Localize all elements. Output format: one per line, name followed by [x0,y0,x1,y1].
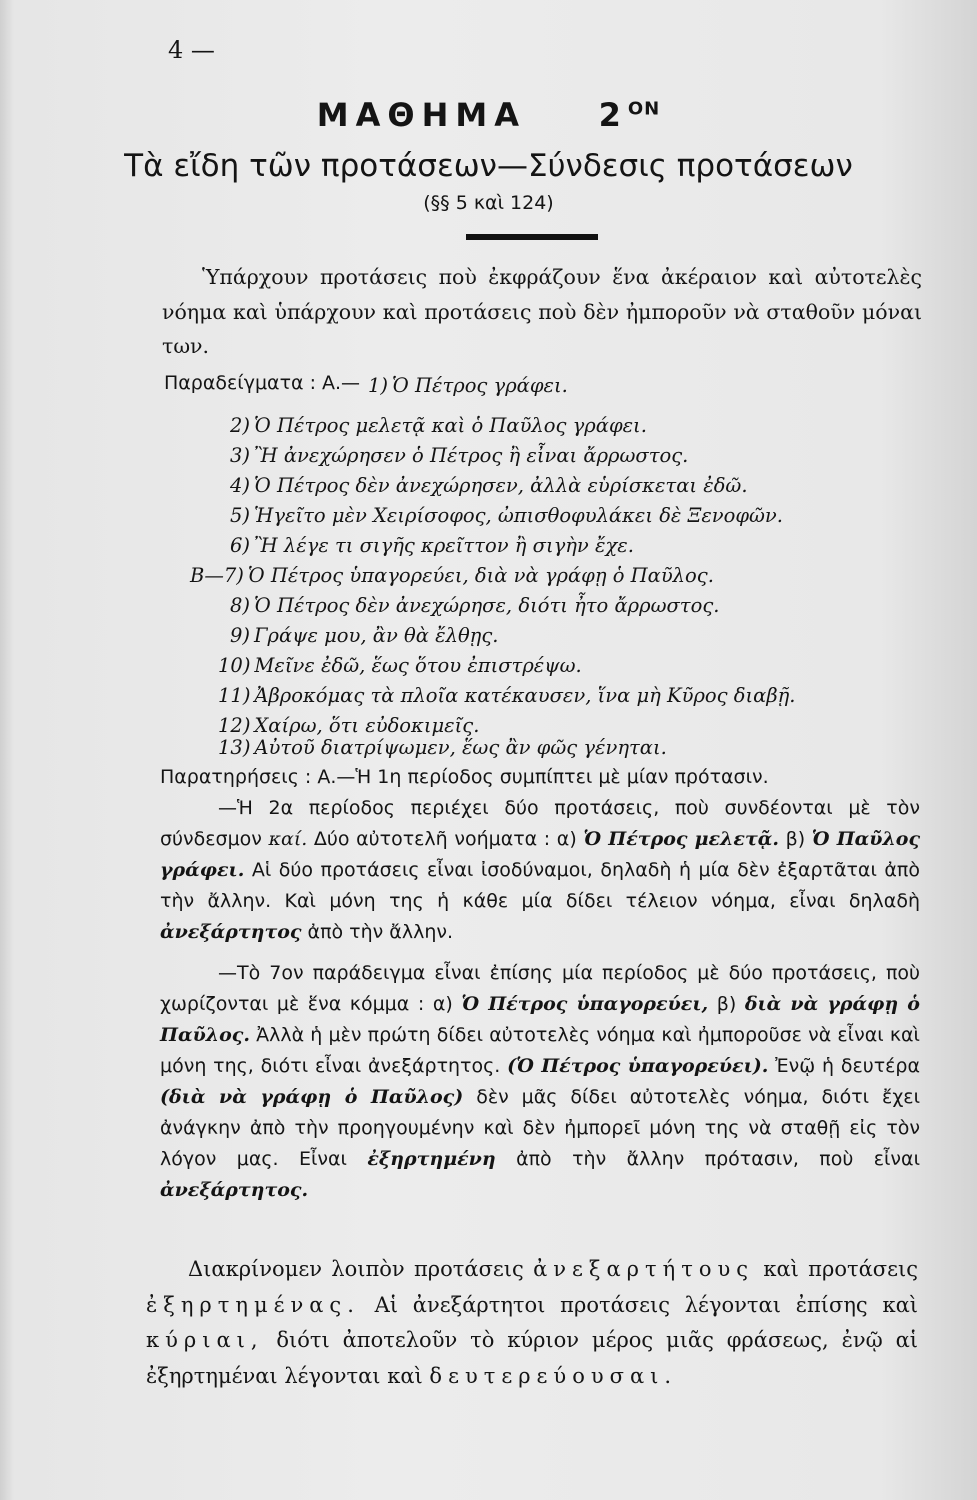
page-number: 4 — [168,36,215,64]
conclusion-text: Διακρίνομεν λοιπὸν προτάσεις [188,1257,534,1281]
example-item [230,504,783,527]
example-number: 8) [230,594,251,617]
notes-text: —Τὸ 7ον παράδειγμα εἶναι ἐπίσης μία περίοδος μὲ δύο προτάσεις, ποὺ χωρίζονται μὲ ἕνα κόμμα : α) [160,962,920,1015]
examples-label-text: Παραδείγματα : Α.— [164,372,361,394]
example-number: 4) [230,474,251,497]
example-text: Ἡγεῖτο μὲν Χειρίσοφος, ὠπισθοφυλάκει δὲ Ξενοφῶν. [254,504,783,527]
lesson-ordinal-suffix: ΟΝ [627,98,661,120]
notes-emphasis: Ὁ Παῦλος γράφει. [160,828,921,881]
example-number: 2) [230,414,251,437]
example-number: 12) [218,714,251,737]
example-text: Ὁ Πέτρος μελετᾷ καὶ ὁ Παῦλος γράφει. [254,414,647,437]
notes-text: Δύο αὐτοτελῆ νοήματα : α) [307,828,584,850]
notes-text: Ἐνῷ ἡ δευτέρα [768,1055,921,1077]
example-text: Μεῖνε ἐδῶ, ἕως ὅτου ἐπιστρέψω. [254,654,582,677]
section-reference: (§§ 5 καὶ 124) [423,192,554,214]
notes-text: —Ἡ 2α περίοδος περιέχει δύο προτάσεις, ποὺ συνδέονται μὲ τὸν σύνδεσμον [160,797,920,850]
notes-emphasis: (διὰ νὰ γράφῃ ὁ Παῦλος) [160,1086,464,1108]
notes-paragraph-1 [160,762,920,793]
notes-emphasis: ἐξηρτημένη [367,1148,496,1170]
intro-paragraph: Ὑπάρχουν προτάσεις ποὺ ἐκφράζουν ἕνα ἀκέραιον καὶ αὐτοτελὲς νόημα καὶ ὑπάρχουν καὶ προτάσεις ποὺ δὲν ἠμποροῦν νὰ σταθοῦν μόναι των. [162,265,922,358]
example-item [230,414,647,437]
notes-text: δὲν μᾶς δίδει αὐτοτελὲς νόημα, διότι ἔχει ἀνάγκην ἀπὸ τὴν προηγουμένην καὶ δὲν ἠμπορεῖ μόνη της νὰ σταθῇ εἰς τὸν λόγον μας. Εἶναι [160,1086,921,1170]
title-rule [466,234,598,240]
example-number: 10) [218,654,251,677]
example-item [230,624,499,647]
example-text: Γράψε μου, ἂν θὰ ἔλθῃς. [254,624,499,647]
example-number: 9) [230,624,251,647]
notes-text: ἀπὸ τὴν ἄλλην. [301,921,454,943]
notes-emphasis: (Ὁ Πέτρος ὑπαγορεύει). [507,1055,769,1077]
example-text: Ὁ Πέτρος γράφει. [392,374,568,397]
notes-text: Ἡ 1η περίοδος συμπίπτει μὲ μίαν πρότασιν. [355,766,769,788]
lesson-word: ΜΑΘΗΜΑ [316,96,526,134]
example-number: 1) [368,374,389,397]
notes-text: ἀπὸ τὴν ἄλλην πρότασιν, ποὺ εἶναι [495,1148,920,1170]
spaced-term: ἀνεξαρτήτους [533,1257,755,1281]
example-text: Ἀβροκόμας τὰ πλοῖα κατέκαυσεν, ἵνα μὴ Κῦρος διαβῇ. [254,684,796,707]
lesson-title [0,96,977,134]
example-item [218,654,582,677]
conclusion-text: Αἱ ἀνεξάρτητοι προτάσεις λέγονται ἐπίσης καὶ [359,1292,918,1317]
example-text: Ὁ Πέτρος ὑπαγορεύει, διὰ νὰ γράφῃ ὁ Παῦλος. [247,564,714,587]
lesson-ordinal: 2 [598,96,628,134]
notes-text: Ἀλλὰ ἡ μὲν πρώτη δίδει αὐτοτελὲς νόημα καὶ ἠμποροῦσε νὰ εἶναι καὶ μόνη της, διότι εἶναι ἀνεξάρτητος. [160,1024,920,1077]
notes-text: β) [778,828,812,850]
examples-label [164,372,360,394]
notes-text: Αἱ δύο προτάσεις εἶναι ἰσοδύναμοι, δηλαδὴ ἡ μία δὲν ἐξαρτᾶται ἀπὸ τὴν ἄλλην. Καὶ μόνη της ἡ κάθε μία δίδει τέλειον νόημα, εἶναι δηλαδὴ [160,859,920,912]
spaced-term: δευτερεύουσαι. [429,1363,678,1388]
lesson-subtitle: Τὰ εἴδη τῶν προτάσεων—Σύνδεσις προτάσεων [124,148,853,184]
notes-emphasis: Ὁ Πέτρος μελετᾷ. [583,828,779,850]
example-number: 5) [230,504,251,527]
example-item [230,444,688,467]
notes-emphasis: διὰ νὰ γράφῃ ὁ Παῦλος. [160,993,920,1046]
notes-paragraph-2 [160,793,920,948]
example-number: 3) [230,444,251,467]
example-number: 13) [218,736,251,759]
example-item [218,684,795,707]
spaced-term: ἐξηρτημένας. [146,1292,360,1317]
example-text: Χαίρω, ὅτι εὐδοκιμεῖς. [254,714,480,737]
notes-paragraph-3 [160,958,920,1206]
notes-emphasis: καί. [268,828,308,850]
example-item [190,564,714,587]
example-item [218,714,479,737]
example-item [230,594,719,617]
example-item [218,736,667,759]
notes-emphasis: ἀνεξάρτητος. [160,1179,309,1201]
conclusion-paragraph [146,1252,918,1394]
conclusion-text: διότι ἀποτελοῦν τὸ κύριον μέρος μιᾶς φράσεως, ἐνῷ αἱ ἐξηρτημέναι λέγονται καὶ [146,1328,918,1388]
example-text: Ἢ λέγε τι σιγῆς κρεῖττον ἢ σιγὴν ἔχε. [254,534,634,557]
example-item [230,474,748,497]
notes-label: Παρατηρήσεις : Α.— [160,766,356,788]
spaced-term: κύριαι, [146,1328,264,1352]
notes-section [160,762,920,1206]
example-text: Αὐτοῦ διατρίψωμεν, ἕως ἂν φῶς γένηται. [254,736,667,759]
example-text: Ὁ Πέτρος δὲν ἀνεχώρησε, διότι ἦτο ἄρρωστος. [254,594,720,617]
conclusion-text: καὶ προτάσεις [754,1257,918,1281]
example-number: 11) [218,684,251,707]
notes-emphasis: Ὁ Πέτρος ὑπαγορεύει, [461,993,709,1015]
notes-text: β) [708,993,745,1015]
example-number: Β—7) [190,564,244,587]
example-item [368,374,568,397]
example-text: Ἢ ἀνεχώρησεν ὁ Πέτρος ἢ εἶναι ἄρρωστος. [254,444,689,467]
example-text: Ὁ Πέτρος δὲν ἀνεχώρησεν, ἀλλὰ εὑρίσκεται ἐδῶ. [254,474,748,497]
example-item [230,534,634,557]
example-number: 6) [230,534,251,557]
notes-emphasis: ἀνεξάρτητος [160,921,302,943]
